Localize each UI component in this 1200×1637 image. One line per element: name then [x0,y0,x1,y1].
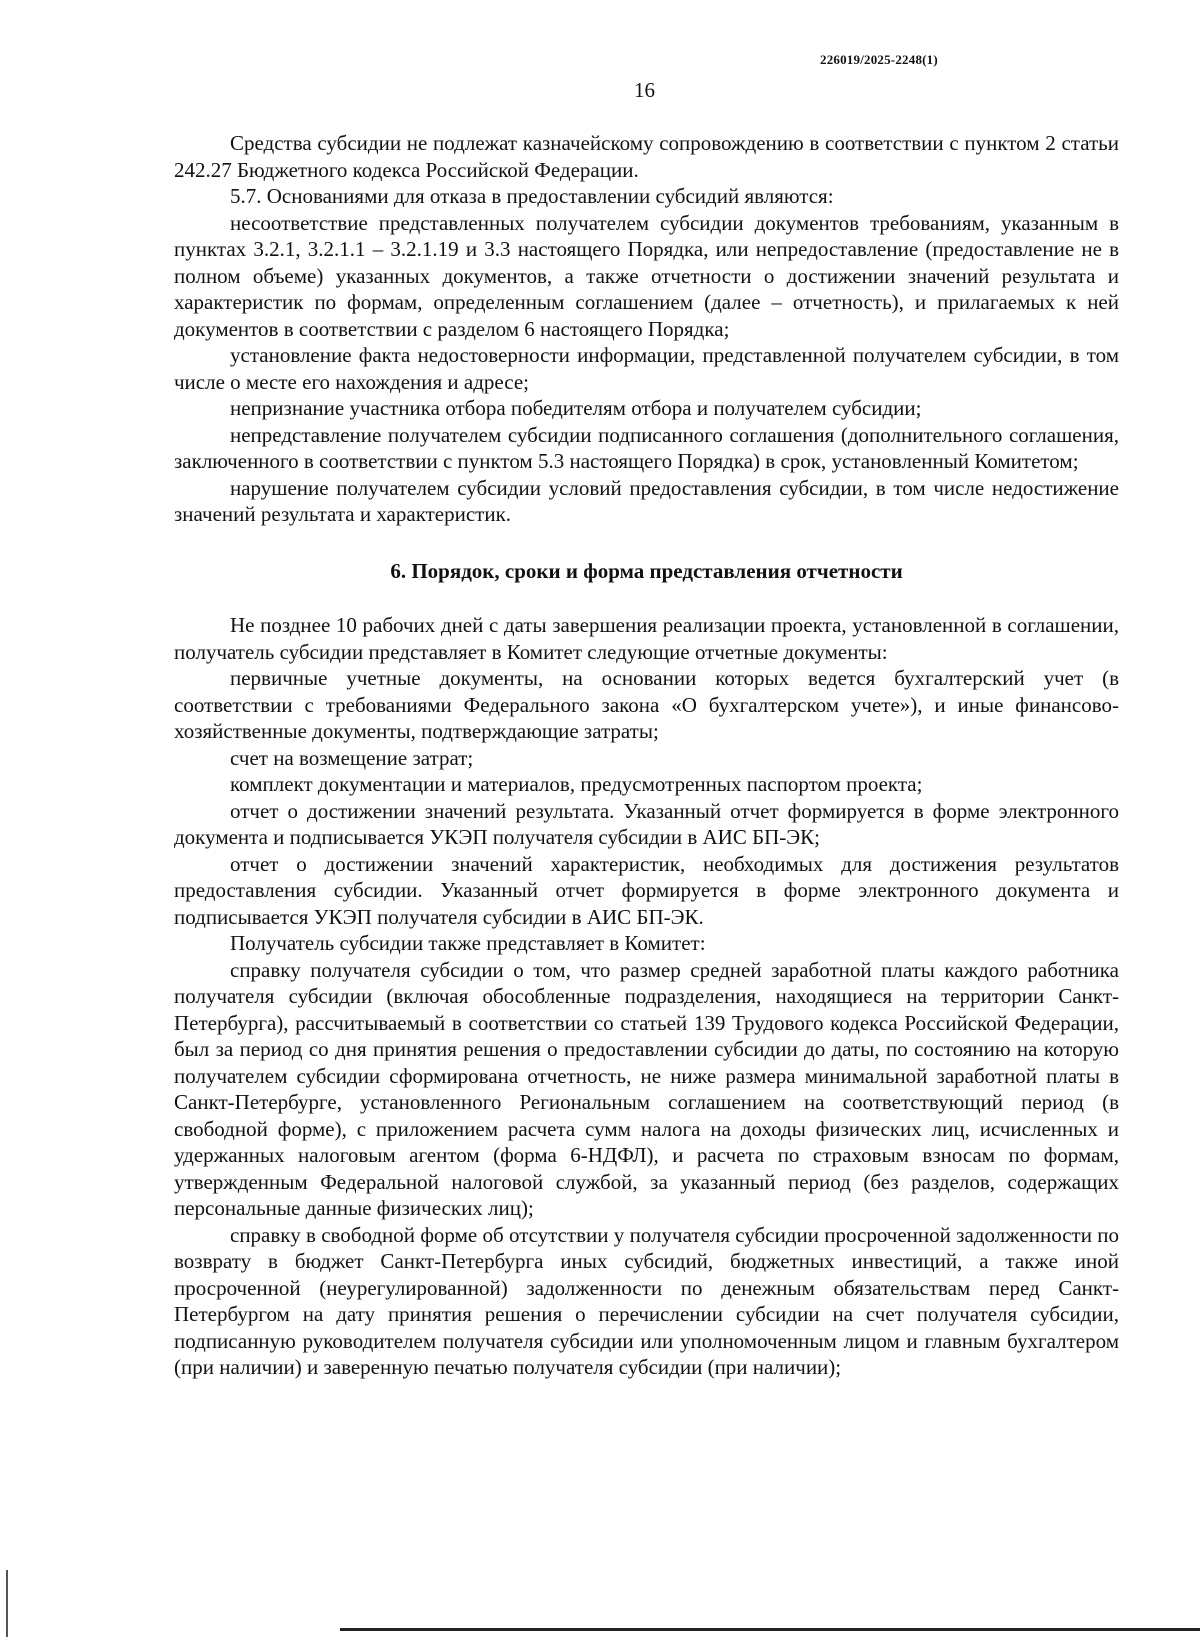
paragraph: Средства субсидии не подлежат казначейскому сопровождению в соответствии с пунктом 2 статьи 242.27 Бюджетного кодекса Российской Федерации. [174,131,1119,182]
paragraph: справку в свободной форме об отсутствии у получателя субсидии просроченной задолженности по возврату в бюджет Санкт-Петербурга иных субсидий, бюджетных инвестиций, а также иной просроченной (неурегулированной) задолженности по денежным обязательствам перед Санкт-Петербургом на дату принятия решения о перечислении субсидии на счет получателя субсидии, подписанную руководителем получателя субсидии или уполномоченным лицом и главным бухгалтером (при наличии) и заверенную печатью получателя субсидии (при наличии); [174,1222,1119,1379]
bottom-rule [340,1628,1200,1631]
section-heading: 6. Порядок, сроки и форма представления отчетности [390,558,903,583]
paragraph: отчет о достижении значений результата. Указанный отчет формируется в форме электронного документа и подписывается УКЭП получателя субсидии в АИС БП-ЭК; [174,798,1119,849]
paragraph: отчет о достижении значений характеристик, необходимых для достижения результатов предоставления субсидии. Указанный отчет формируется в форме электронного документа и подписывается УКЭП получателя субсидии в АИС БП-ЭК. [174,851,1119,929]
paragraph: справку получателя субсидии о том, что размер средней заработной платы каждого работника получателя субсидии (включая обособленные подразделения, находящиеся на территории Санкт-Петербурга), рассчитываемый в соответствии со статьей 139 Трудового кодекса Российской Федерации, был за период со дня принятия решения о предоставлении субсидии до даты, по состоянию на которую получателем субсидии сформирована отчетность, не ниже размера минимальной заработной платы в Санкт-Петербурге, установленного Региональным соглашением на соответствующий период (в свободной форме), с приложением расчета сумм налога на доходы физических лиц, исчисленных и удержанных налоговым агентом (форма 6-НДФЛ), и расчета по страховым взносам по формам, утвержденным Федеральной налоговой службой, за указанный период (без разделов, содержащих персональные данные физических лиц); [174,957,1119,1220]
scan-edge-mark [6,1570,8,1637]
paragraph: Получатель субсидии также представляет в Комитет: [230,931,706,955]
document-registration-number: 226019/2025-2248(1) [820,52,938,67]
paragraph: непризнание участника отбора победителям отбора и получателем субсидии; [230,396,922,420]
paragraph: первичные учетные документы, на основании которых ведется бухгалтерский учет (в соответствии с требованиями Федерального закона «О бухгалтерском учете»), и иные финансово-хозяйственные документы, подтверждающие затраты; [174,666,1119,743]
paragraph: установление факта недостоверности информации, представленной получателем субсидии, в том числе о месте его нахождения и адресе; [174,343,1119,394]
paragraph: нарушение получателем субсидии условий предоставления субсидии, в том числе недостижение значений результата и характеристик. [174,475,1119,526]
page-number: 16 [634,78,655,102]
paragraph: Не позднее 10 рабочих дней с даты завершения реализации проекта, установленной в соглашении, получатель субсидии представляет в Комитет следующие отчетные документы: [174,613,1119,664]
document-body [174,130,1119,1381]
paragraph: 5.7. Основаниями для отказа в предоставлении субсидий являются: [230,184,834,208]
paragraph: непредставление получателем субсидии подписанного соглашения (дополнительного соглашения, заключенного в соответствии с пунктом 5.3 настоящего Порядка) в срок, установленный Комитетом; [174,422,1119,473]
paragraph: несоответствие представленных получателем субсидии документов требованиям, указанным в пунктах 3.2.1, 3.2.1.1 – 3.2.1.19 и 3.3 настоящего Порядка, или непредоставление (предоставление не в полном объеме) указанных документов, а также отчетности о достижении значений результата и характеристик по формам, определенным соглашением (далее – отчетность), и прилагаемых к ней документов в соответствии с разделом 6 настоящего Порядка; [174,210,1119,341]
paragraph: счет на возмещение затрат; [230,745,474,770]
paragraph: комплект документации и материалов, предусмотренных паспортом проекта; [230,772,923,796]
